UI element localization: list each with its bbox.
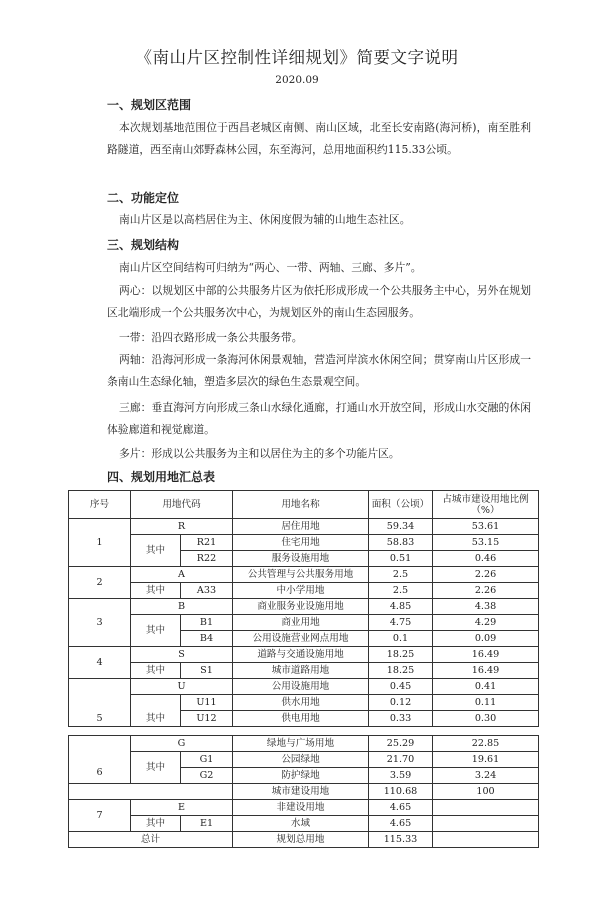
table-row: [69, 599, 539, 615]
row-code: B1: [181, 615, 233, 631]
table-row: [69, 615, 539, 631]
row-qizhong: 其中: [131, 752, 181, 784]
table-row: [69, 695, 539, 711]
row-name: 规划总用地: [233, 832, 369, 848]
section-3-paragraph-4: 两轴：沿海河形成一条海河休闲景观轴，营造河岸滨水休闲空间；贯穿南山片区形成一条南山生态绿化轴，塑造多层次的绿色生态景观空间。: [107, 353, 531, 388]
row-code: U12: [181, 711, 233, 727]
row-area: 0.45: [369, 679, 433, 695]
row-code: B: [131, 599, 233, 615]
row-name: 公用设施营业网点用地: [233, 631, 369, 647]
row-area: 4.75: [369, 615, 433, 631]
section-heading-2: 二、功能定位: [107, 191, 180, 205]
row-percent: 3.24: [433, 768, 539, 784]
row-qizhong: 其中: [131, 663, 181, 679]
table-row-grand-total: [69, 832, 539, 848]
row-name: 绿地与广场用地: [233, 736, 369, 752]
row-name: 服务设施用地: [233, 551, 369, 567]
document-date: 2020.09: [275, 74, 319, 86]
header-area: 面积（公顷）: [369, 491, 433, 519]
section-3-paragraph-2: 两心：以规划区中部的公共服务片区为依托形成形成一个公共服务主中心，另外在规划区北端形成一个公共服务次中心，为规划区外的南山生态园服务。: [107, 284, 531, 319]
row-percent: 19.61: [433, 752, 539, 768]
row-code: U11: [181, 695, 233, 711]
row-seq: 4: [69, 647, 131, 679]
header-name: 用地名称: [233, 491, 369, 519]
table-row: [69, 519, 539, 535]
row-qizhong: 其中: [131, 816, 181, 832]
row-area: 110.68: [369, 784, 433, 800]
row-qizhong: 其中: [131, 535, 181, 567]
row-code: R21: [181, 535, 233, 551]
row-name: 公共管理与公共服务用地: [233, 567, 369, 583]
row-area: 18.25: [369, 663, 433, 679]
row-name: 城市建设用地: [233, 784, 369, 800]
row-code: U: [131, 679, 233, 695]
row-code: S1: [181, 663, 233, 679]
row-name: 城市道路用地: [233, 663, 369, 679]
row-percent: 2.26: [433, 567, 539, 583]
row-area: 4.65: [369, 816, 433, 832]
row-code: A33: [181, 583, 233, 599]
header-percent: [433, 491, 539, 519]
row-name: 非建设用地: [233, 800, 369, 816]
section-2-paragraph: 南山片区是以高档居住为主、休闲度假为辅的山地生态社区。: [119, 213, 411, 226]
row-name: 中小学用地: [233, 583, 369, 599]
row-code: E: [131, 800, 233, 816]
table-row: [69, 800, 539, 816]
table-row-urban-total: [69, 784, 539, 800]
row-name: 防护绿地: [233, 768, 369, 784]
row-name: 公用设施用地: [233, 679, 369, 695]
row-percent: 0.11: [433, 695, 539, 711]
row-percent: 0.30: [433, 711, 539, 727]
table-row: [69, 679, 539, 695]
row-seq: 7: [69, 800, 131, 832]
row-area: 0.1: [369, 631, 433, 647]
section-3-paragraph-5: 三廊：垂直海河方向形成三条山水绿化通廊，打通山水开放空间，形成山水交融的休闲体验廊道和视觉廊道。: [107, 401, 531, 436]
row-percent: 100: [433, 784, 539, 800]
table-row: [69, 736, 539, 752]
row-area: 21.70: [369, 752, 433, 768]
row-name: 道路与交通设施用地: [233, 647, 369, 663]
row-area: 59.34: [369, 519, 433, 535]
row-area: 115.33: [369, 832, 433, 848]
row-total-label: 总计: [69, 832, 233, 848]
row-percent: 53.15: [433, 535, 539, 551]
table-row: [69, 752, 539, 768]
row-percent: 22.85: [433, 736, 539, 752]
row-percent: 4.29: [433, 615, 539, 631]
section-3-paragraph-3: 一带：沿四衣路形成一条公共服务带。: [119, 331, 303, 344]
table-row: [69, 663, 539, 679]
row-area: 18.25: [369, 647, 433, 663]
row-seq: 6: [69, 736, 131, 784]
section-3-paragraph-6: 多片：形成以公共服务为主和以居住为主的多个功能片区。: [119, 447, 400, 460]
row-area: 2.5: [369, 567, 433, 583]
row-code: R22: [181, 551, 233, 567]
row-seq: 2: [69, 567, 131, 599]
row-area: 0.51: [369, 551, 433, 567]
row-qizhong: 其中: [131, 695, 181, 727]
row-percent: 16.49: [433, 663, 539, 679]
row-code: G1: [181, 752, 233, 768]
row-code: S: [131, 647, 233, 663]
row-area: 0.12: [369, 695, 433, 711]
table-header-row: [69, 491, 539, 519]
document-title: 《南山片区控制性详细规划》简要文字说明: [135, 48, 459, 67]
table-row: [69, 647, 539, 663]
section-heading-4: 四、规划用地汇总表: [107, 470, 216, 484]
section-heading-3: 三、规划结构: [107, 238, 180, 252]
table-row: [69, 583, 539, 599]
row-name: 供水用地: [233, 695, 369, 711]
row-seq: 5: [69, 679, 131, 727]
table-page-break: [69, 727, 539, 736]
row-percent: 0.46: [433, 551, 539, 567]
row-percent: 4.38: [433, 599, 539, 615]
row-percent: 53.61: [433, 519, 539, 535]
row-code: B4: [181, 631, 233, 647]
header-percent-line-2: （%）: [471, 504, 500, 516]
row-name: 商业服务业设施用地: [233, 599, 369, 615]
row-area: 25.29: [369, 736, 433, 752]
row-seq: 1: [69, 519, 131, 567]
row-area: 3.59: [369, 768, 433, 784]
section-heading-1: 一、规划区范围: [107, 98, 192, 112]
row-code: G: [131, 736, 233, 752]
section-3-paragraph-1: 南山片区空间结构可归纳为“两心、一带、两轴、三廊、多片”。: [119, 261, 422, 274]
row-name: 住宅用地: [233, 535, 369, 551]
land-use-summary-table: [68, 490, 539, 848]
row-name: 供电用地: [233, 711, 369, 727]
row-code: R: [131, 519, 233, 535]
row-percent: 0.09: [433, 631, 539, 647]
table-row: [69, 816, 539, 832]
row-name: 居住用地: [233, 519, 369, 535]
row-seq: 3: [69, 599, 131, 647]
row-area: 0.33: [369, 711, 433, 727]
section-1-paragraph: 本次规划基地范围位于西昌老城区南侧、南山区域，北至长安南路(海河桥)，南至胜利路隧道，西至南山郊野森林公园，东至海河，总用地面积约115.33公顷。: [107, 121, 531, 156]
row-qizhong: 其中: [131, 583, 181, 599]
header-seq: 序号: [69, 491, 131, 519]
row-area: 4.65: [369, 800, 433, 816]
row-area: 2.5: [369, 583, 433, 599]
row-code: E1: [181, 816, 233, 832]
row-code: A: [131, 567, 233, 583]
header-code: 用地代码: [131, 491, 233, 519]
row-name: 水域: [233, 816, 369, 832]
header-percent-line-1: 占城市建设用地比例: [442, 493, 529, 505]
row-name: 商业用地: [233, 615, 369, 631]
row-percent: 16.49: [433, 647, 539, 663]
row-name: 公园绿地: [233, 752, 369, 768]
row-area: 4.85: [369, 599, 433, 615]
row-percent: 2.26: [433, 583, 539, 599]
row-code: G2: [181, 768, 233, 784]
table-row: [69, 535, 539, 551]
table-row: [69, 567, 539, 583]
row-qizhong: 其中: [131, 615, 181, 647]
row-area: 58.83: [369, 535, 433, 551]
row-percent: 0.41: [433, 679, 539, 695]
